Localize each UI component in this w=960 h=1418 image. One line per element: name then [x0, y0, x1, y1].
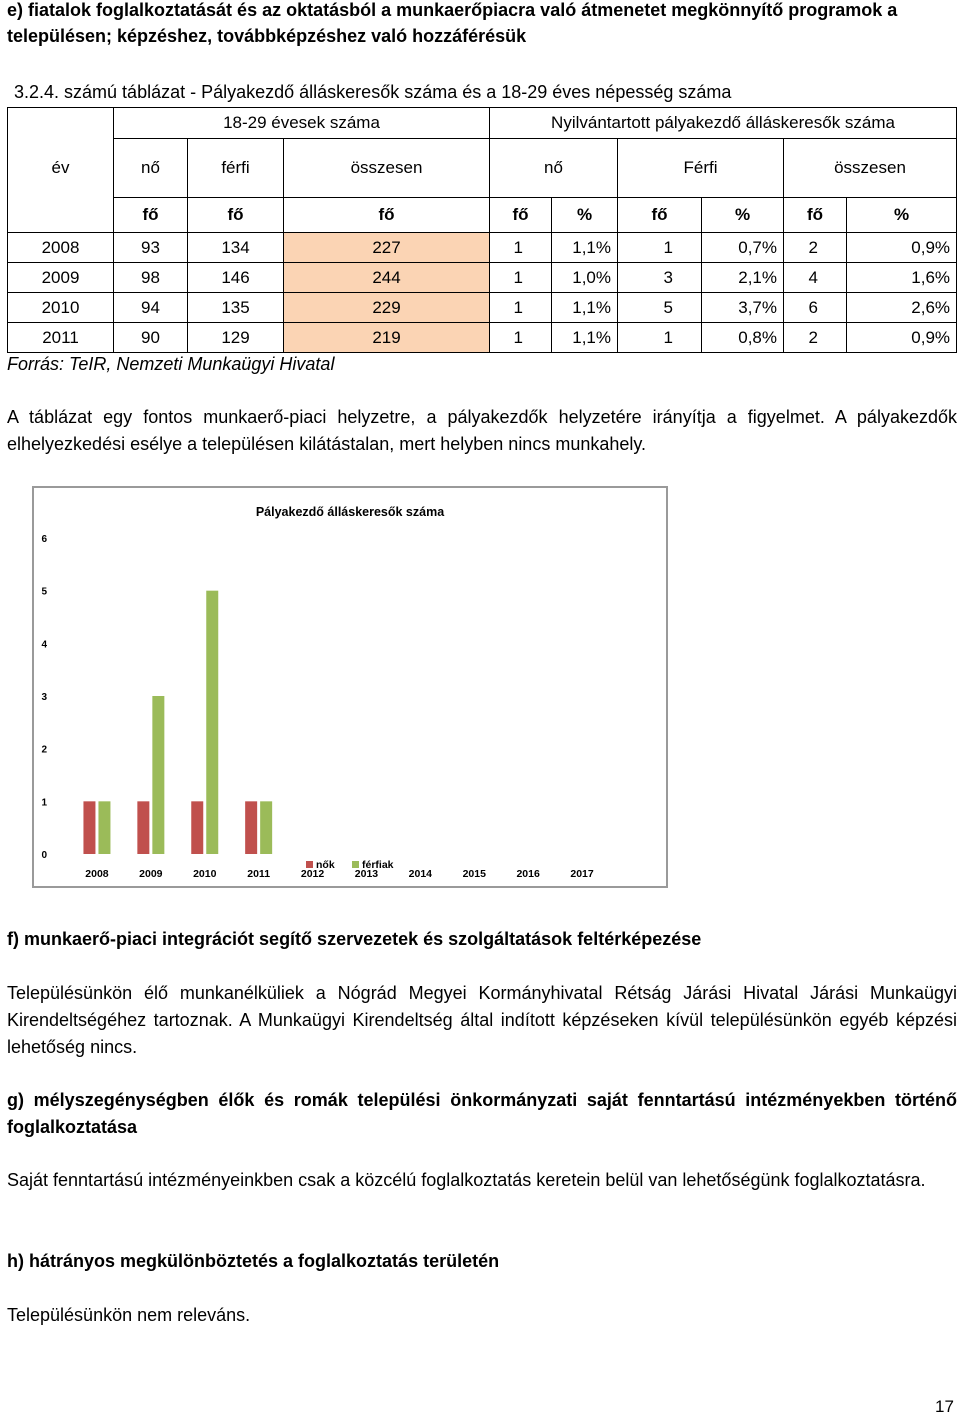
header-female-jobseekers: nő — [490, 139, 618, 198]
legend-label: nők — [316, 859, 335, 871]
table-row — [8, 293, 957, 323]
header-male: férfi — [188, 139, 284, 198]
cell-value: 3 — [618, 263, 702, 293]
x-tick-label: 2015 — [462, 868, 486, 880]
unit-cell: fő — [114, 198, 188, 233]
cell-value: 2,6% — [847, 293, 957, 323]
x-tick-label: 2017 — [570, 868, 594, 880]
cell-value: 93 — [114, 233, 188, 263]
legend-swatch — [306, 861, 313, 868]
cell-value: 135 — [188, 293, 284, 323]
cell-value: 1 — [490, 263, 552, 293]
x-tick-label: 2014 — [408, 868, 433, 880]
section-g-heading: g) mélyszegénységben élők és romák települési önkormányzati saját fenntartású intézményekben történő foglalkoztatása — [7, 1090, 957, 1137]
cell-value: 1 — [618, 233, 702, 263]
paragraph-table-note: A táblázat egy fontos munkaerő-piaci helyzetre, a pályakezdők helyzetére irányítja a figyelmet. A pályakezdők elhelyezkedési esélye a településen kilátástalan, mert helyben nincs munkahely. — [7, 407, 957, 454]
header-female: nő — [114, 139, 188, 198]
bar-female — [83, 801, 95, 854]
header-blank — [8, 108, 114, 139]
section-e-heading-line1: e) fiatalok foglalkoztatását és az oktatásból a munkaerőpiacra való átmenetet megkönnyítő programok a — [7, 0, 898, 20]
cell-year: 2010 — [8, 293, 114, 323]
x-tick-label: 2016 — [516, 868, 540, 880]
legend-swatch — [352, 861, 359, 868]
cell-value: 4 — [784, 263, 847, 293]
unit-cell: fő — [490, 198, 552, 233]
cell-value: 1,1% — [552, 293, 618, 323]
table-source: Forrás: TeIR, Nemzeti Munkaügyi Hivatal — [7, 354, 335, 374]
bar-male — [152, 696, 164, 854]
cell-year: 2011 — [8, 323, 114, 353]
section-f-text: Településünkön élő munkanélküliek a Nógrád Megyei Kormányhivatal Rétság Járási Hivatal Járási Munkaügyi Kirendeltségéhez tartoznak. A Munkaügyi Kirendeltség által indított képzéseken kívül településünkön egyéb képzési lehetőség nincs. — [7, 983, 957, 1057]
unit-cell: fő — [618, 198, 702, 233]
cell-value: 3,7% — [702, 293, 784, 323]
table-row — [8, 323, 957, 353]
y-tick-label: 4 — [41, 639, 47, 651]
header-group-population: 18-29 évesek száma — [114, 108, 490, 139]
cell-value: 6 — [784, 293, 847, 323]
table-row — [8, 233, 957, 263]
cell-value: 0,9% — [847, 233, 957, 263]
bar-female — [245, 801, 257, 854]
section-e-heading — [7, 0, 957, 49]
cell-year: 2009 — [8, 263, 114, 293]
cell-value: 1 — [618, 323, 702, 353]
cell-value: 146 — [188, 263, 284, 293]
y-tick-label: 2 — [41, 744, 47, 756]
table-row — [8, 263, 957, 293]
header-year: év — [8, 139, 114, 198]
cell-value: 0,7% — [702, 233, 784, 263]
cell-value: 94 — [114, 293, 188, 323]
cell-value: 1 — [490, 293, 552, 323]
bar-male — [206, 591, 218, 854]
cell-value: 219 — [284, 323, 490, 353]
cell-value: 1,6% — [847, 263, 957, 293]
header-total-jobseekers: összesen — [784, 139, 957, 198]
unit-cell: fő — [284, 198, 490, 233]
unit-cell: fő — [784, 198, 847, 233]
y-tick-label: 0 — [41, 850, 47, 861]
x-tick-label: 2013 — [354, 868, 379, 880]
cell-value: 2,1% — [702, 263, 784, 293]
cell-value: 244 — [284, 263, 490, 293]
cell-value: 1 — [490, 233, 552, 263]
data-table — [7, 107, 957, 353]
cell-value: 1,1% — [552, 323, 618, 353]
cell-value: 0,9% — [847, 323, 957, 353]
bar-female — [137, 801, 149, 854]
chart-container — [32, 486, 668, 888]
y-tick-label: 1 — [41, 797, 47, 809]
cell-value: 1 — [490, 323, 552, 353]
section-e-heading-line2: településen; képzéshez, továbbképzéshez való hozzáférésük — [7, 26, 527, 46]
unit-cell: % — [552, 198, 618, 233]
unit-cell: fő — [188, 198, 284, 233]
section-h-heading: h) hátrányos megkülönböztetés a foglalkoztatás területén — [7, 1251, 500, 1271]
header-male-jobseekers: Férfi — [618, 139, 784, 198]
legend-label: férfiak — [362, 859, 394, 871]
unit-blank — [8, 198, 114, 233]
x-tick-label: 2012 — [300, 868, 325, 880]
cell-value: 229 — [284, 293, 490, 323]
cell-value: 134 — [188, 233, 284, 263]
x-tick-label: 2009 — [139, 868, 163, 880]
x-tick-label: 2008 — [85, 868, 109, 880]
bar-male — [260, 801, 272, 854]
cell-value: 2 — [784, 233, 847, 263]
cell-value: 129 — [188, 323, 284, 353]
cell-value: 0,8% — [702, 323, 784, 353]
bar-female — [191, 801, 203, 854]
cell-value: 227 — [284, 233, 490, 263]
y-tick-label: 6 — [41, 534, 47, 545]
page-number: 17 — [935, 1397, 954, 1416]
header-total: összesen — [284, 139, 490, 198]
bar-male — [98, 801, 110, 854]
y-tick-label: 5 — [41, 586, 47, 598]
unit-cell: % — [847, 198, 957, 233]
bar-chart — [34, 488, 666, 886]
section-h-text: Településünkön nem releváns. — [7, 1305, 251, 1325]
cell-year: 2008 — [8, 233, 114, 263]
cell-value: 2 — [784, 323, 847, 353]
cell-value: 98 — [114, 263, 188, 293]
section-f-heading: f) munkaerő-piaci integrációt segítő szervezetek és szolgáltatások feltérképezése — [7, 929, 702, 949]
section-g-text: Saját fenntartású intézményeinkben csak a közcélú foglalkoztatás keretein belül van lehetőségünk foglalkoztatásra. — [7, 1170, 926, 1190]
cell-value: 90 — [114, 323, 188, 353]
unit-cell: % — [702, 198, 784, 233]
chart-title: Pályakezdő álláskeresők száma — [255, 505, 445, 519]
y-tick-label: 3 — [41, 692, 47, 703]
cell-value: 5 — [618, 293, 702, 323]
cell-value: 1,1% — [552, 233, 618, 263]
header-group-jobseekers: Nyilvántartott pályakezdő álláskeresők száma — [490, 108, 957, 139]
x-tick-label: 2011 — [247, 868, 271, 880]
cell-value: 1,0% — [552, 263, 618, 293]
table-caption: 3.2.4. számú táblázat - Pályakezdő álláskeresők száma és a 18-29 éves népesség száma — [14, 82, 732, 102]
x-tick-label: 2010 — [193, 868, 217, 880]
